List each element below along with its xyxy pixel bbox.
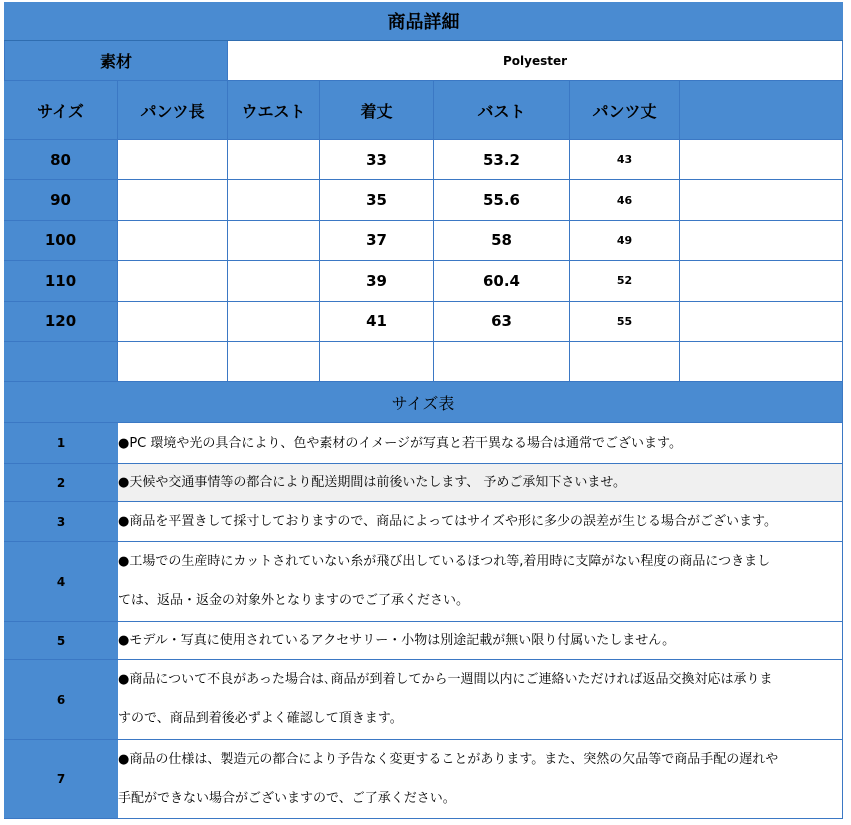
size-header-blank <box>680 81 843 140</box>
size-header-pants-take: パンツ丈 <box>570 81 680 140</box>
note-text <box>118 423 843 464</box>
size-cell <box>320 342 434 382</box>
material-label: 素材 <box>4 41 228 81</box>
note-line: ●PC 環境や光の具合により、色や素材のイメージが写真と若干異なる場合は通常でございます。 <box>118 435 682 451</box>
size-cell <box>680 342 843 382</box>
size-cell <box>118 342 228 382</box>
note-number: 4 <box>4 542 118 622</box>
size-cell <box>118 180 228 220</box>
note-text <box>118 622 843 660</box>
size-cell: 37 <box>320 221 434 261</box>
note-number: 3 <box>4 502 118 542</box>
size-row-label <box>4 342 118 382</box>
size-cell: 53.2 <box>434 140 570 180</box>
note-number: 7 <box>4 740 118 819</box>
note-number: 2 <box>4 464 118 502</box>
note-text <box>118 542 843 622</box>
size-cell <box>228 221 320 261</box>
size-cell <box>434 342 570 382</box>
material-value: Polyester <box>228 41 843 81</box>
note-number: 6 <box>4 660 118 740</box>
product-detail-sheet <box>4 2 843 820</box>
size-cell: 55 <box>570 302 680 342</box>
note-text <box>118 502 843 542</box>
size-cell: 60.4 <box>434 261 570 301</box>
size-cell <box>680 261 843 301</box>
size-cell <box>570 342 680 382</box>
size-cell: 39 <box>320 261 434 301</box>
size-header-pants-length: パンツ長 <box>118 81 228 140</box>
size-cell: 49 <box>570 221 680 261</box>
size-cell <box>228 342 320 382</box>
note-line: ●商品について不良があった場合は､商品が到着してから一週間以内にご連絡いただければ返品交換対応は承りま <box>118 672 773 687</box>
note-number: 5 <box>4 622 118 660</box>
size-cell <box>228 261 320 301</box>
note-line: ●天候や交通事情等の都合により配送期間は前後いたします、 予めご承知下さいませ。 <box>118 475 627 490</box>
size-cell: 43 <box>570 140 680 180</box>
size-row-label: 80 <box>4 140 118 180</box>
size-cell: 58 <box>434 221 570 261</box>
size-cell: 52 <box>570 261 680 301</box>
size-row-label: 90 <box>4 180 118 220</box>
size-cell: 46 <box>570 180 680 220</box>
size-row-label: 100 <box>4 221 118 261</box>
size-cell <box>228 140 320 180</box>
size-cell <box>228 180 320 220</box>
size-cell <box>680 140 843 180</box>
size-cell <box>680 302 843 342</box>
size-cell: 41 <box>320 302 434 342</box>
size-cell <box>118 261 228 301</box>
size-cell <box>118 140 228 180</box>
size-cell: 33 <box>320 140 434 180</box>
size-row-label: 120 <box>4 302 118 342</box>
size-row-label: 110 <box>4 261 118 301</box>
note-text <box>118 740 843 819</box>
note-line: 手配ができない場合がございますので、ご了承ください。 <box>118 791 456 806</box>
size-cell <box>680 180 843 220</box>
sheet-title: 商品詳細 <box>4 2 843 41</box>
note-text <box>118 464 843 502</box>
size-cell <box>228 302 320 342</box>
note-line: ●商品の仕様は、製造元の都合により予告なく変更することがあります。また、突然の欠品等で商品手配の遅れや <box>118 752 779 767</box>
size-cell <box>680 221 843 261</box>
note-line: ては、返品・返金の対象外となりますのでご了承ください。 <box>118 593 470 608</box>
size-cell: 63 <box>434 302 570 342</box>
note-text <box>118 660 843 740</box>
size-cell <box>118 221 228 261</box>
note-number: 1 <box>4 423 118 464</box>
size-header-size: サイズ <box>4 81 118 140</box>
size-header-body-length: 着丈 <box>320 81 434 140</box>
note-line: すので、商品到着後必ずよく確認して頂きます。 <box>118 711 403 726</box>
size-cell: 55.6 <box>434 180 570 220</box>
size-cell: 35 <box>320 180 434 220</box>
notes-title: サイズ表 <box>4 382 843 423</box>
note-line: ●工場での生産時にカットされていない糸が飛び出しているほつれ等,着用時に支障がない程度の商品につきまし <box>118 554 771 569</box>
size-header-waist: ウエスト <box>228 81 320 140</box>
size-cell <box>118 302 228 342</box>
note-line: ●商品を平置きして採寸しておりますので、商品によってはサイズや形に多少の誤差が生じる場合がございます。 <box>118 514 778 529</box>
size-header-bust: バスト <box>434 81 570 140</box>
note-line: ●モデル・写真に使用されているアクセサリー・小物は別途記載が無い限り付属いたしません。 <box>118 633 676 648</box>
